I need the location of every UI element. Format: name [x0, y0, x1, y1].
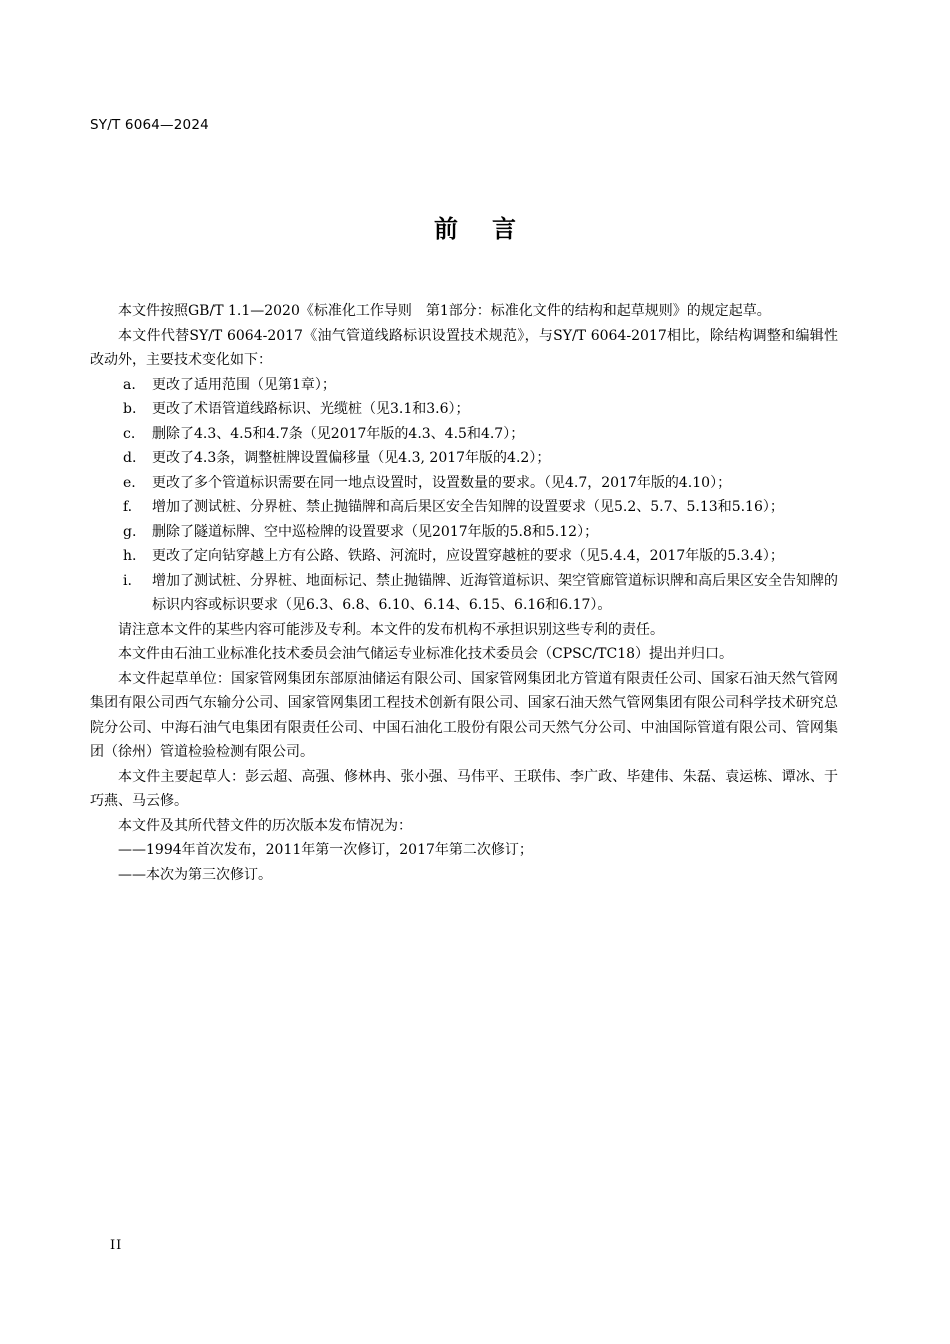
list-item-letter: g.: [123, 523, 137, 540]
list-item-letter: i.: [123, 572, 132, 589]
list-item-letter: b.: [123, 401, 137, 417]
intro-paragraph: 本文件按照GB/T 1.1—2020《标准化工作导则 第1部分：标准化文件的结构和起草规则》的规定起草。: [118, 303, 771, 319]
page-title: 前言: [434, 215, 550, 243]
list-item: [90, 422, 838, 447]
list-item-text: 更改了多个管道标识需要在同一地点设置时，设置数量的要求。（见4.7，2017年版的4.10）；: [152, 474, 732, 491]
list-item-text: 更改了术语管道线路标识、光缆桩（见3.1和3.6）；: [152, 401, 470, 417]
list-item-letter: e.: [123, 474, 136, 491]
list-item-letter: a.: [123, 376, 136, 393]
changes-list: [90, 373, 838, 618]
list-item-letter: c.: [123, 425, 136, 442]
list-item-text: 更改了定向钻穿越上方有公路、铁路、河流时，应设置穿越桩的要求（见5.4.4，2017年版的5.3.4）；: [152, 548, 784, 564]
history-intro: 本文件及其所代替文件的历次版本发布情况为：: [118, 817, 412, 834]
list-item: [90, 544, 838, 569]
history-item: ——本次为第三次修订。: [118, 866, 272, 883]
list-item-text: 更改了适用范围（见第1章）；: [152, 376, 336, 393]
list-item-text: 删除了隧道标牌、空中巡检牌的设置要求（见2017年版的5.8和5.12）；: [152, 523, 599, 540]
proposer-paragraph: 本文件由石油工业标准化技术委员会油气储运专业标准化技术委员会（CPSC/TC18）提出并归口。: [118, 646, 734, 662]
standard-code: SY/T 6064—2024: [90, 117, 209, 133]
list-item: [90, 569, 838, 618]
list-item: [90, 397, 838, 422]
foreword-body: [90, 299, 838, 887]
page-number: II: [110, 1238, 123, 1253]
list-item: [90, 495, 838, 520]
list-item: [90, 471, 838, 496]
replacement-paragraph: 本文件代替SY/T 6064-2017《油气管道线路标识设置技术规范》，与SY/T 6064-2017相比，除结构调整和编辑性改动外，主要技术变化如下：: [90, 327, 838, 368]
drafting-units-paragraph: 本文件起草单位：国家管网集团东部原油储运有限公司、国家管网集团北方管道有限责任公司、国家石油天然气管网集团有限公司西气东输分公司、国家管网集团工程技术创新有限公司、国家石油天然气管网集团有限公司科学技术研究总院分公司、中海石油气电集团有限责任公司、中国石油化工股份有限公司天然气分公司、中油国际管道有限公司、管网集团（徐州）管道检验检测有限公司。: [90, 670, 838, 760]
list-item: [90, 520, 838, 545]
patent-notice: 请注意本文件的某些内容可能涉及专利。本文件的发布机构不承担识别这些专利的责任。: [118, 621, 664, 638]
list-item: [90, 373, 838, 398]
list-item-text: 删除了4.3、4.5和4.7条（见2017年版的4.3、4.5和4.7）；: [152, 425, 525, 442]
list-item: [90, 446, 838, 471]
list-item-text: 增加了测试桩、分界桩、禁止抛锚牌和高后果区安全告知牌的设置要求（见5.2、5.7、5.13和5.16）；: [152, 499, 784, 515]
list-item-text: 增加了测试桩、分界桩、地面标记、禁止抛锚牌、近海管道标识、架空管廊管道标识牌和高后果区安全告知牌的标识内容或标识要求（见6.3、6.8、6.10、6.14、6.15、6.16和6.17）。: [152, 572, 838, 613]
history-item: ——1994年首次发布，2011年第一次修订，2017年第二次修订；: [118, 842, 533, 858]
list-item-letter: d.: [123, 450, 137, 466]
list-item-text: 更改了4.3条，调整桩牌设置偏移量（见4.3, 2017年版的4.2）；: [152, 450, 551, 466]
list-item-letter: f.: [123, 499, 133, 515]
drafters-paragraph: 本文件主要起草人：彭云超、高强、修林冉、张小强、马伟平、王联伟、李广政、毕建伟、朱磊、袁运栋、谭冰、于巧燕、马云修。: [90, 768, 838, 809]
list-item-letter: h.: [123, 548, 137, 564]
